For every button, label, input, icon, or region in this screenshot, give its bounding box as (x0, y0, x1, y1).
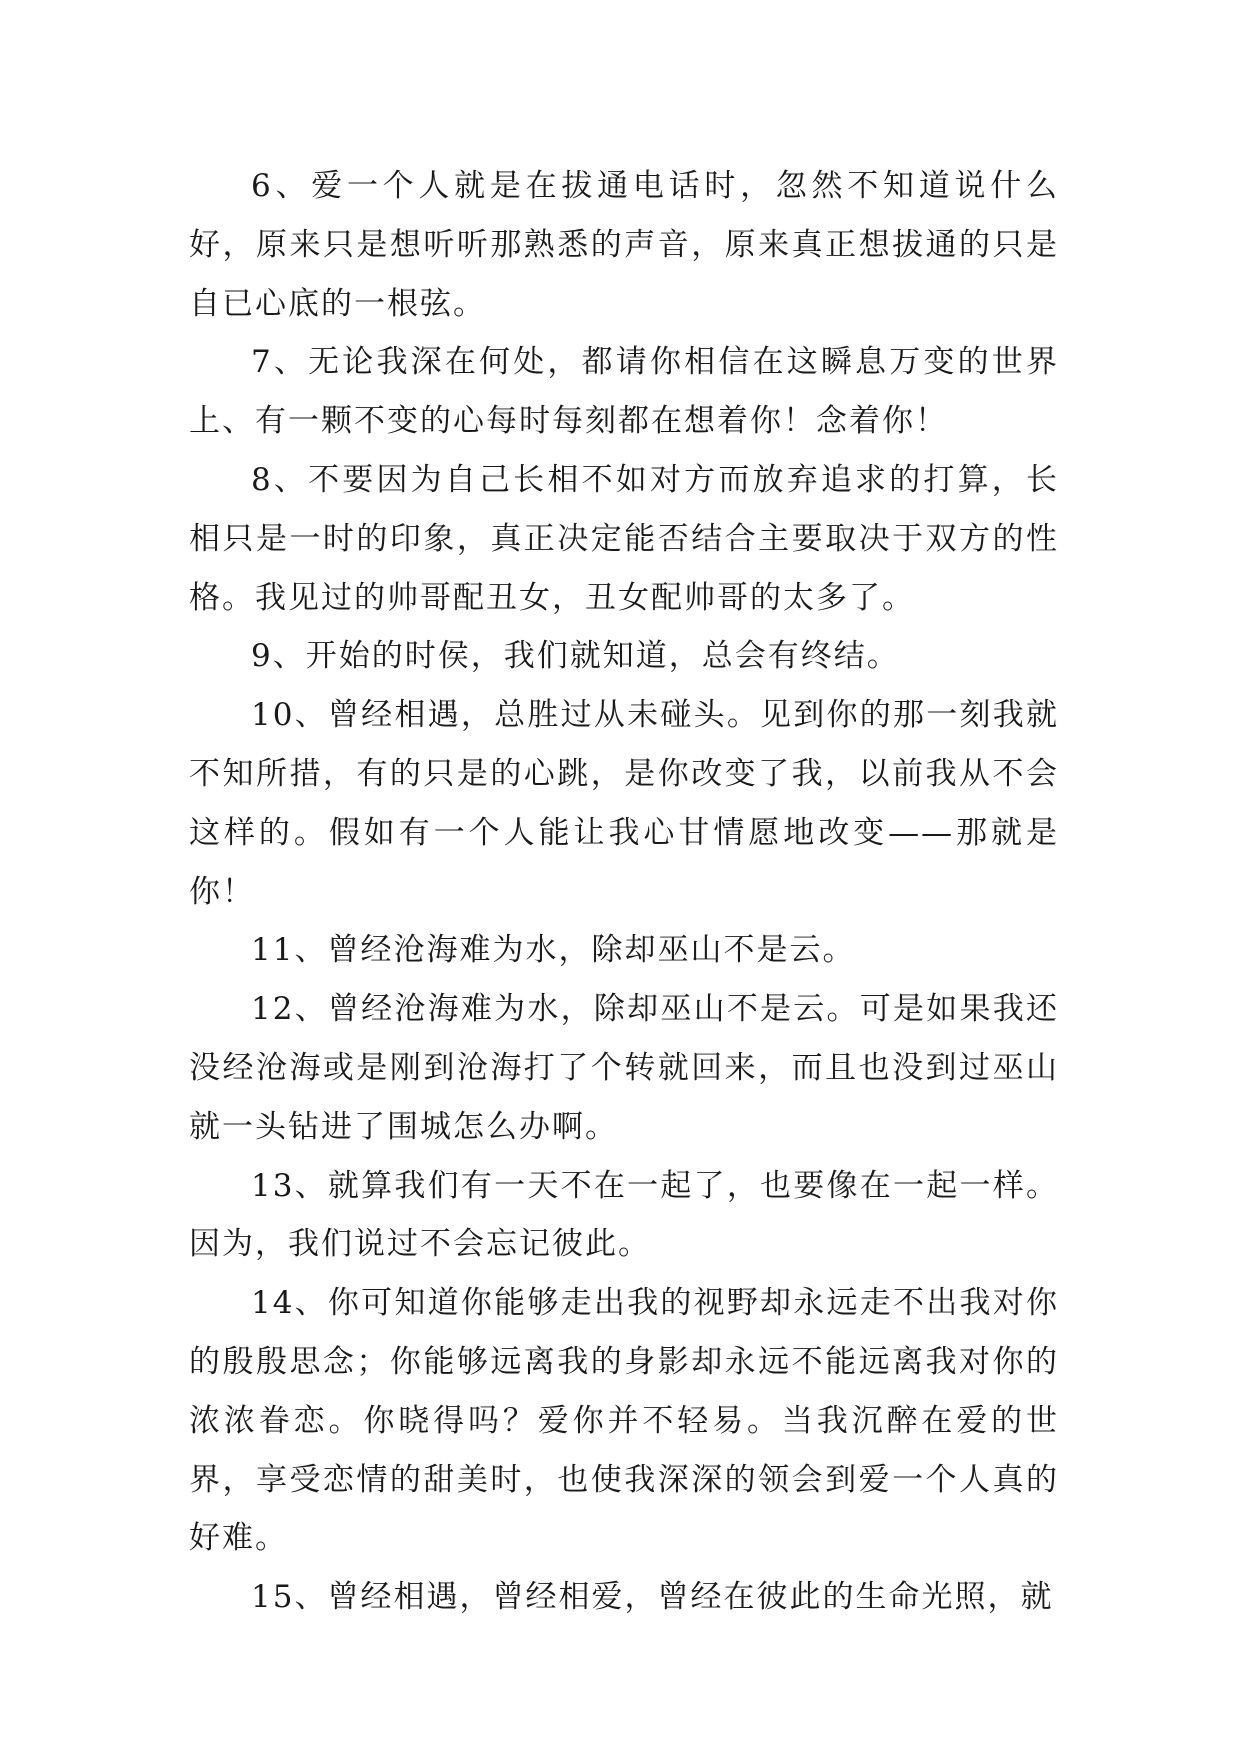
paragraph-12: 12、曾经沧海难为水，除却巫山不是云。可是如果我还没经沧海或是刚到沧海打了个转就回来，而且也没到过巫山就一头钻进了围城怎么办啊。 (189, 991, 1059, 1145)
paragraph-14: 14、你可知道你能够走出我的视野却永远走不出我对你的殷殷思念；你能够远离我的身影却永远不能远离我对你的浓浓眷恋。你晓得吗？爱你并不轻易。当我沉醉在爱的世界，享受恋情的甜美时，也使我深深的领会到爱一个人真的好难。 (189, 1285, 1059, 1557)
paragraph-13: 13、就算我们有一天不在一起了，也要像在一起一样。因为，我们说过不会忘记彼此。 (189, 1167, 1059, 1263)
paragraph-6: 6、爱一个人就是在拔通电话时，忽然不知道说什么好，原来只是想听听那熟悉的声音，原来真正想拔通的只是自已心底的一根弦。 (189, 168, 1059, 322)
paragraph-7: 7、无论我深在何处，都请你相信在这瞬息万变的世界上、有一颗不变的心每时每刻都在想着你！念着你！ (189, 344, 1059, 440)
paragraph-15: 15、曾经相遇，曾经相爱，曾经在彼此的生命光照，就 (251, 1579, 1054, 1616)
paragraph-10: 10、曾经相遇，总胜过从未碰头。见到你的那一刻我就不知所措，有的只是的心跳，是你改变了我，以前我从不会这样的。假如有一个人能让我心甘情愿地改变——那就是你！ (189, 697, 1059, 910)
paragraph-8: 8、不要因为自己长相不如对方而放弃追求的打算，长相只是一时的印象，真正决定能否结合主要取决于双方的性格。我见过的帅哥配丑女，丑女配帅哥的太多了。 (189, 461, 1059, 616)
paragraph-11: 11、曾经沧海难为水，除却巫山不是云。 (251, 932, 856, 969)
document-body (189, 157, 1059, 1627)
paragraph-9: 9、开始的时侯，我们就知道，总会有终结。 (251, 638, 900, 675)
